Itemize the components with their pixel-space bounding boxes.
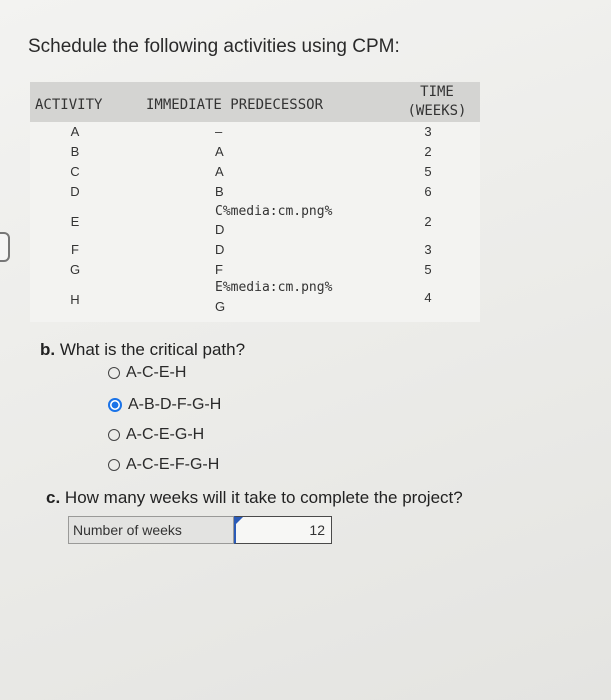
activities-table xyxy=(30,82,480,322)
row-c-weeks: 5 xyxy=(424,164,432,179)
radio-button-1[interactable] xyxy=(108,367,120,379)
row-g-activity: G xyxy=(69,262,81,277)
page-heading: Schedule the following activities using CPM: xyxy=(28,36,400,57)
edge-handle xyxy=(0,232,10,262)
table-body xyxy=(30,122,480,322)
row-c-predecessor: A xyxy=(215,164,224,179)
row-e-weeks: 2 xyxy=(424,214,432,229)
row-b-activity: B xyxy=(70,144,80,159)
row-f-predecessor: D xyxy=(215,242,225,257)
row-b-weeks: 2 xyxy=(424,144,432,159)
row-e-predecessor: C%media:cm.png% xyxy=(215,204,333,219)
option-4[interactable] xyxy=(108,456,219,474)
option-3-label[interactable]: A-C-E-G-H xyxy=(126,426,205,443)
row-f-weeks: 3 xyxy=(424,242,432,257)
header-activity: ACTIVITY xyxy=(35,97,103,113)
question-b-text: What is the critical path? xyxy=(59,340,246,359)
question-b-prefix: b. xyxy=(40,340,56,359)
row-d-predecessor: B xyxy=(215,184,224,199)
table-header xyxy=(30,82,480,122)
header-time: TIME xyxy=(420,84,454,100)
row-d-weeks: 6 xyxy=(424,184,432,199)
row-h-activity: H xyxy=(70,292,80,307)
row-a-predecessor: – xyxy=(215,124,223,139)
option-2[interactable] xyxy=(108,396,221,414)
row-d-activity: D xyxy=(70,184,80,199)
row-b-predecessor: A xyxy=(215,144,224,159)
row-a-weeks: 3 xyxy=(424,124,432,139)
option-2-label[interactable]: A-B-D-F-G-H xyxy=(128,396,222,413)
weeks-input-label: Number of weeks xyxy=(68,516,234,544)
weeks-input-value[interactable]: 12 xyxy=(309,522,325,538)
row-a-activity: A xyxy=(70,124,80,139)
input-flag-icon xyxy=(236,517,243,524)
header-predecessor: IMMEDIATE PREDECESSOR xyxy=(146,97,324,113)
option-1-label[interactable]: A-C-E-H xyxy=(126,364,187,381)
radio-button-2-selected[interactable] xyxy=(108,398,122,412)
row-f-activity: F xyxy=(71,242,79,257)
row-e-activity: E xyxy=(70,214,80,229)
question-c-text: How many weeks will it take to complete the project? xyxy=(64,488,463,507)
weeks-input-field[interactable] xyxy=(234,516,332,544)
question-b xyxy=(40,340,245,360)
row-h-predecessor: E%media:cm.png% xyxy=(215,280,333,295)
option-3[interactable] xyxy=(108,426,204,444)
header-weeks: (WEEKS) xyxy=(407,103,467,119)
row-g-weeks: 5 xyxy=(424,262,432,277)
weeks-answer-row xyxy=(68,516,332,544)
question-c-prefix: c. xyxy=(46,488,61,507)
question-c xyxy=(46,488,463,508)
option-1[interactable] xyxy=(108,364,186,382)
row-h-predecessor-line2: G xyxy=(215,299,226,314)
option-4-label[interactable]: A-C-E-F-G-H xyxy=(126,456,220,473)
radio-button-3[interactable] xyxy=(108,429,120,441)
radio-button-4[interactable] xyxy=(108,459,120,471)
row-e-predecessor-line2: D xyxy=(215,222,225,237)
row-h-weeks: 4 xyxy=(424,290,432,305)
row-g-predecessor: F xyxy=(215,262,223,277)
row-c-activity: C xyxy=(70,164,80,179)
